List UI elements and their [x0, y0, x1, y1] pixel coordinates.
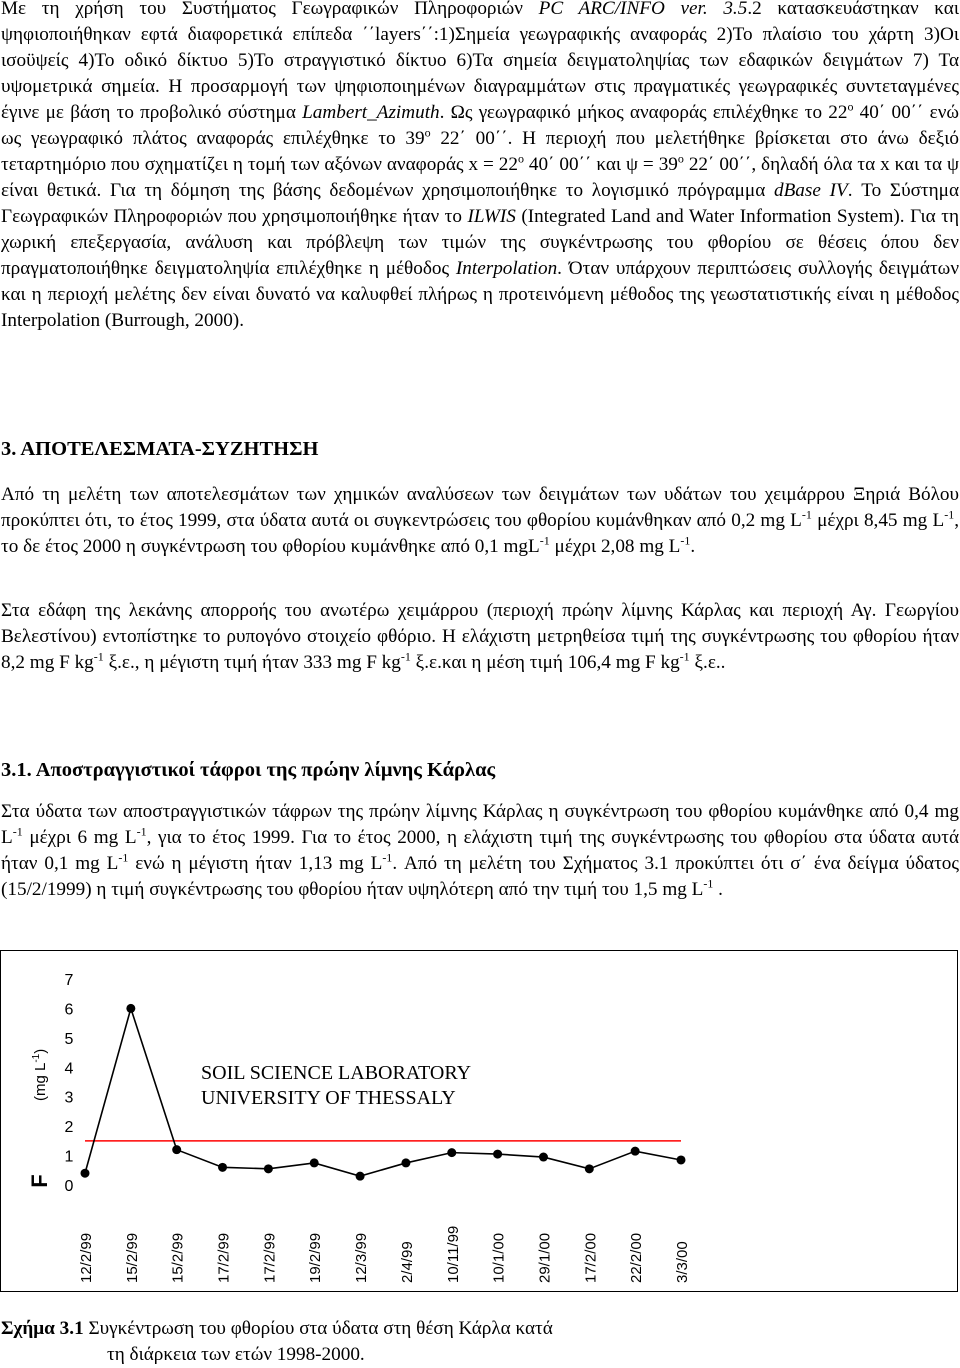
data-point [356, 1172, 365, 1181]
x-tick-label: 10/11/99 [444, 1225, 462, 1283]
y-tick-label: 1 [64, 1148, 74, 1166]
x-tick-label: 12/2/99 [78, 1232, 95, 1283]
section-heading-results: 3. ΑΠΟΤΕΛΕΣΜΑΤΑ-ΣΥΖΗΤΗΣΗ [1, 438, 319, 460]
data-point [539, 1153, 548, 1162]
data-point [493, 1150, 502, 1159]
x-tick-label: 15/2/99 [169, 1232, 187, 1283]
y-tick-label: 0 [64, 1178, 74, 1195]
data-point [677, 1155, 686, 1164]
data-point [310, 1158, 319, 1167]
y-axis-label-unit: (mg $L^{-1}$) [31, 1048, 49, 1101]
y-axis-ticks [65, 972, 74, 1195]
y-tick-label: 5 [64, 1030, 74, 1048]
y-tick-label: 3 [64, 1089, 74, 1107]
results-paragraph-water: Από τη μελέτη των αποτελεσμάτων των χημικών αναλύσεων των δειγμάτων των υδάτων του χειμάρρου Ξηριά Βόλου προκύπτει ότι, το έτος 1999, στα ύδατα αυτά οι συγκεντρώσεις του φθορίου κυμάνθηκαν από 0,2 mg $L^{-1}$ μέχρι 8,45 mg $L^{-1}$, το δε έτος 2000 η συγκέντρωση του φθορίου κυμάνθηκε από 0,1 mgL$^{-1}$ μέχρι 2,08 mg $L^{-1}$. [1, 484, 959, 557]
data-point [585, 1164, 594, 1173]
results-paragraph-soil: Στα εδάφη της λεκάνης απορροής του ανωτέρω χειμάρρου (περιοχή πρώην λίμνης Κάρλας και περιοχή Αγ. Γεωργίου Βελεστίνου) εντοπίστηκε το ρυπογόνο στοιχείο φθόριο. Η ελάχιστη μετρηθείσα τιμή της συγκέντρωσης του φθορίου ήταν 8,2 mg F $kg^{-1}$ ξ.ε., η μέγιστη τιμή ήταν 333 mg F $kg^{-1}$ ξ.ε.και η μέση τιμή 106,4 mg F $kg^{-1}$ ξ.ε.. [1, 600, 959, 673]
karla-paragraph: Στα ύδατα των αποστραγγιστικών τάφρων της πρώην λίμνης Κάρλας η συγκέντρωση του φθορίου κυμάνθηκε από 0,4 mg $L^{-1}$ μέχρι 6 mg $L^{-1}$, για το έτος 1999. Για το έτος 2000, η ελάχιστη τιμή της συγκέντρωσης του φθορίου στα ύδατα αυτά ήταν 0,1 mg $L^{-1}$ ενώ η μέγιστη ήταν 1,13 mg $L^{-1}$. Από τη μελέτη του Σχήματος 3.1 προκύπτει ότι σ΄ ένα δείγμα ύδατος (15/2/1999) η τιμή συγκέντρωσης του φθορίου ήταν υψηλότερη από την τιμή του 1,5 mg $L^{-1}$ . [1, 801, 960, 900]
data-point [172, 1145, 181, 1154]
annotation-lab-line1: SOIL SCIENCE LABORATORY [201, 1062, 472, 1084]
x-tick-label: 17/2/00 [582, 1232, 600, 1283]
x-tick-label: 15/2/99 [123, 1232, 141, 1283]
x-tick-label: 17/2/99 [261, 1232, 279, 1283]
x-tick-label: 22/2/00 [628, 1232, 646, 1283]
methods-paragraph: Με τη χρήση του Συστήματος Γεωγραφικών Πληροφοριών PC ARC/INFO ver. 3.5.2 κατασκευάστηκαν και ψηφιοποιήθηκαν εφτά διαφορετικά επίπεδα ΄΄layers΄΄:1)Σημεία γεωγραφικής αναφοράς 2)Το πλαίσιο του χάρτη 3)Οι ισοϋψείς 4)Το οδικό δίκτυο 5)Το στραγγιστικό δίκτυο 6)Τα σημεία δειγματοληψίας των εδαφικών δειγμάτων 7) Τα υψομετρικά σημεία. Η προσαρμογή των ψηφιοποιημένων διαγραμμάτων στις πραγματικές γεωγραφικές συντεταγμένες έγινε με βάση το προβολικό σύστημα Lambert_Azimuth. Ως γεωγραφικό μήκος αναφοράς επιλέχθηκε το $22^o$ 40΄ 00΄΄ ενώ ως γεωγραφικό πλάτος αναφοράς επιλέχθηκε το $39^o$ 22΄ 00΄΄. Η περιοχή που μελετήθηκε βρίσκεται στο άνω δεξιό τεταρτημόριο που σχηματίζει η τομή των αξόνων αναφοράς $x = 22^o$ 40΄ 00΄΄ και $\psi = 39^o$ 22΄ 00΄΄, δηλαδή όλα τα x και τα ψ είναι θετικά. Για τη δόμηση της βάσης δεδομένων χρησιμοποιήθηκε το λογισμικό πρόγραμμα dBase IV. Το Σύστημα Γεωγραφικών Πληροφοριών που χρησιμοποιήθηκε ήταν το ILWIS (Integrated Land and Water Information System). Για τη χωρική επεξεργασία, ανάλυση και πρόβλεψη των τιμών της συγκέντρωσης του φθορίου σε θέσεις όπου δεν πραγματοποιήθηκε δειγματοληψία επιλέχθηκε η μέθοδος Interpolation. Όταν υπάρχουν περιπτώσεις συλλογής δειγμάτων και η περιοχή μελέτης δεν είναι δυνατό να καλυφθεί πλήρως η προτεινόμενη μέθοδος της γεωστατιστικής είναι η μέθοδος Interpolation (Burrough, 2000). [1, 0, 960, 331]
x-tick-label: 29/1/00 [536, 1232, 554, 1283]
data-point [218, 1163, 227, 1172]
x-axis-ticks [78, 1226, 691, 1283]
figure-caption-text-line2: τη διάρκεια των ετών 1998-2000. [107, 1344, 365, 1365]
data-point [447, 1148, 456, 1157]
data-point [631, 1147, 640, 1156]
figure-3-1-chart [0, 950, 958, 1292]
figure-caption-text: Συγκέντρωση του φθορίου στα ύδατα στη θέση Κάρλα κατά [83, 1318, 553, 1339]
y-tick-label: 7 [64, 972, 74, 989]
x-tick-label: 12/3/99 [353, 1232, 371, 1283]
data-point [126, 1004, 135, 1013]
x-tick-label: 17/2/99 [215, 1232, 233, 1283]
fluorine-line-chart [1, 951, 959, 1293]
y-tick-label: 4 [64, 1060, 74, 1078]
data-point [264, 1164, 273, 1173]
x-tick-label: 3/3/00 [674, 1241, 691, 1283]
x-tick-label: 2/4/99 [398, 1241, 416, 1283]
y-tick-label: 6 [64, 1001, 74, 1019]
subsection-heading-karla: 3.1. Αποστραγγιστικοί τάφροι της πρώην λίμνης Κάρλας [1, 759, 496, 781]
y-axis-label-main: F [27, 1174, 52, 1188]
x-tick-label: 19/2/99 [307, 1232, 325, 1283]
data-point [401, 1158, 410, 1167]
figure-caption-label: Σχήμα 3.1 [1, 1318, 84, 1339]
data-point [81, 1169, 90, 1178]
x-tick-label: 10/1/00 [490, 1232, 508, 1283]
annotation-lab-line2: UNIVERSITY OF THESSALY [201, 1087, 456, 1109]
figure-caption [1, 1316, 553, 1365]
y-tick-label: 2 [64, 1119, 74, 1137]
